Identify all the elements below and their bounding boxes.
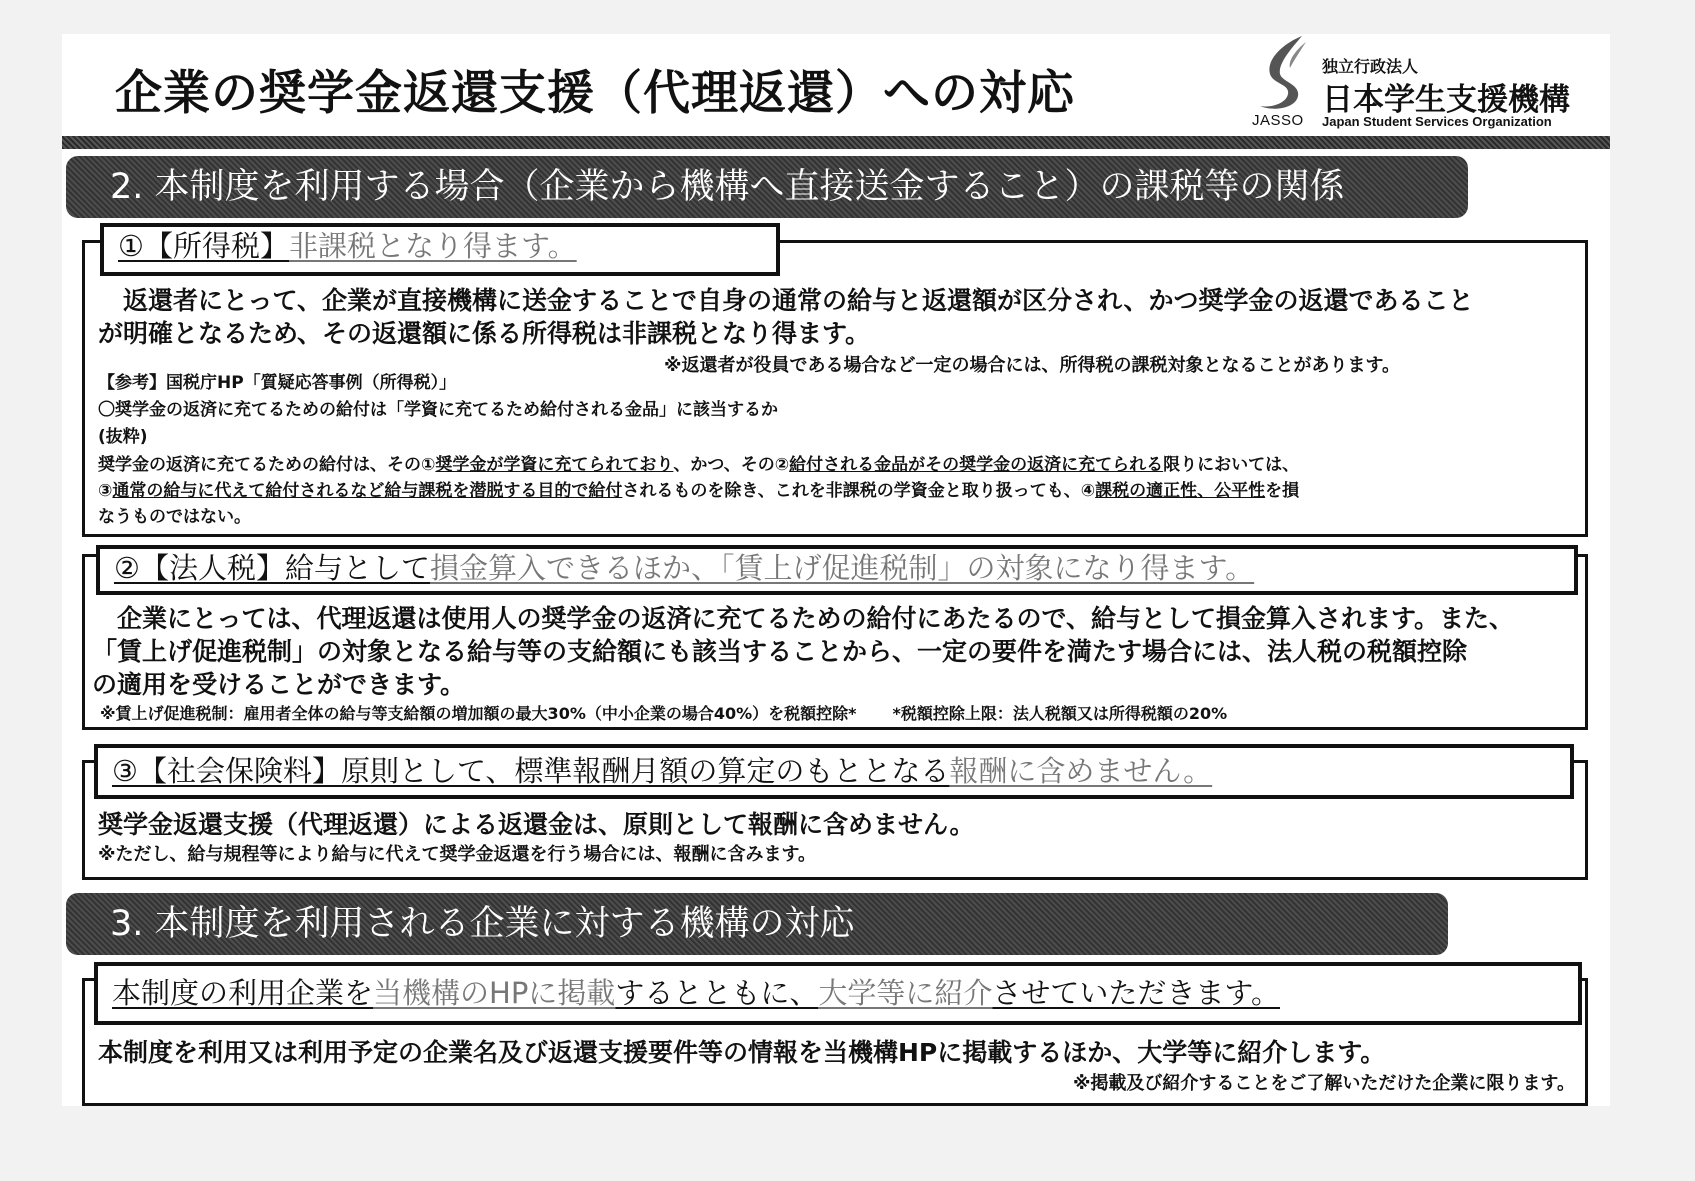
logo-org-name: 日本学生支援機構 [1322, 82, 1570, 118]
logo-org-type: 独立行政法人 [1322, 57, 1419, 76]
income-tax-body-line2: が明確となるため、その返還額に係る所得税は非課税となり得ます。 [98, 319, 871, 348]
corporate-tax-body-line2: 「賃上げ促進税制」の対象となる給与等の支給額にも該当することから、一定の要件を満たす場合には、法人税の税額控除 [92, 637, 1468, 666]
section-2-heading: 2. 本制度を利用する場合（企業から機構へ直接送金すること）の課税等の関係 [66, 156, 1468, 218]
page-title: 企業の奨学金返還支援（代理返還）への対応 [115, 66, 1075, 121]
reference-excerpt-line1: 奨学金の返済に充てるための給付は、その①奨学金が学資に充てられており、かつ、その②給付される金品がその奨学金の返済に充てられる限りにおいては、 [98, 455, 1300, 475]
income-tax-header-label: ①【所得税】 [118, 229, 289, 263]
reference-excerpt-label: (抜粋) [98, 427, 148, 447]
corporate-tax-header [96, 545, 1578, 595]
social-insurance-body: 奨学金返還支援（代理返還）による返還金は、原則として報酬に含めません。 [98, 810, 975, 839]
corporate-tax-note: ※賃上げ促進税制：雇用者全体の給与等支給額の増加額の最大30%（中小企業の場合40%）を税額控除* *税額控除上限：法人税額又は所得税額の20% [100, 704, 1228, 723]
reference-excerpt-line3: なうものではない。 [98, 507, 251, 527]
corporate-tax-header-result: 損金算入できるほか、「賃上げ促進税制」の対象になり得ます。 [430, 551, 1255, 585]
jasso-response-note: ※掲載及び紹介することをご了解いただけた企業に限ります。 [1072, 1073, 1575, 1094]
corporate-tax-body-line1: 企業にとっては、代理返還は使用人の奨学金の返済に充てるための給付にあたるので、給与として損金算入されます。また、 [92, 604, 1515, 633]
reference-title: 【参考】国税庁HP「質疑応答事例（所得税）」 [98, 373, 457, 393]
social-insurance-note: ※ただし、給与規程等により給与に代えて奨学金返還を行う場合には、報酬に含みます。 [98, 844, 817, 865]
income-tax-body-line1: 返還者にとって、企業が直接機構に送金することで自身の通常の給与と返還額が区分され、かつ奨学金の返還であること [98, 286, 1474, 315]
social-insurance-header-result: 報酬に含めません。 [949, 754, 1213, 788]
logo-org-english: Japan Student Services Organization [1322, 114, 1552, 129]
jasso-response-header: 本制度の利用企業を当機構のHPに掲載するとともに、大学等に紹介させていただきます。 [94, 962, 1582, 1025]
jasso-logo [1252, 34, 1592, 134]
income-tax-header-result: 非課税となり得ます。 [289, 229, 577, 263]
income-tax-header [100, 223, 780, 276]
reference-question: 〇奨学金の返済に充てるための給付は「学資に充てるため給付される金品」に該当するか [98, 400, 778, 420]
social-insurance-header [94, 744, 1574, 799]
corporate-tax-header-label: ②【法人税】給与として [114, 551, 430, 585]
jasso-response-body: 本制度を利用又は利用予定の企業名及び返還支援要件等の情報を当機構HPに掲載するほか、大学等に紹介します。 [98, 1038, 1386, 1067]
section-3-heading: 3. 本制度を利用される企業に対する機構の対応 [66, 893, 1448, 955]
logo-acronym: JASSO [1252, 112, 1304, 129]
header-divider [62, 136, 1610, 149]
income-tax-note: ※返還者が役員である場合など一定の場合には、所得税の課税対象となることがあります。 [664, 355, 1401, 376]
jasso-swoosh-icon [1252, 34, 1316, 114]
reference-excerpt-line2: ③通常の給与に代えて給付されるなど給与課税を潜脱する目的で給付されるものを除き、これを非課税の学資金と取り扱っても、④課税の適正性、公平性を損 [98, 481, 1300, 501]
social-insurance-header-label: ③【社会保険料】原則として、標準報酬月額の算定のもととなる [112, 754, 950, 788]
corporate-tax-body-line3: の適用を受けることができます。 [92, 670, 466, 699]
